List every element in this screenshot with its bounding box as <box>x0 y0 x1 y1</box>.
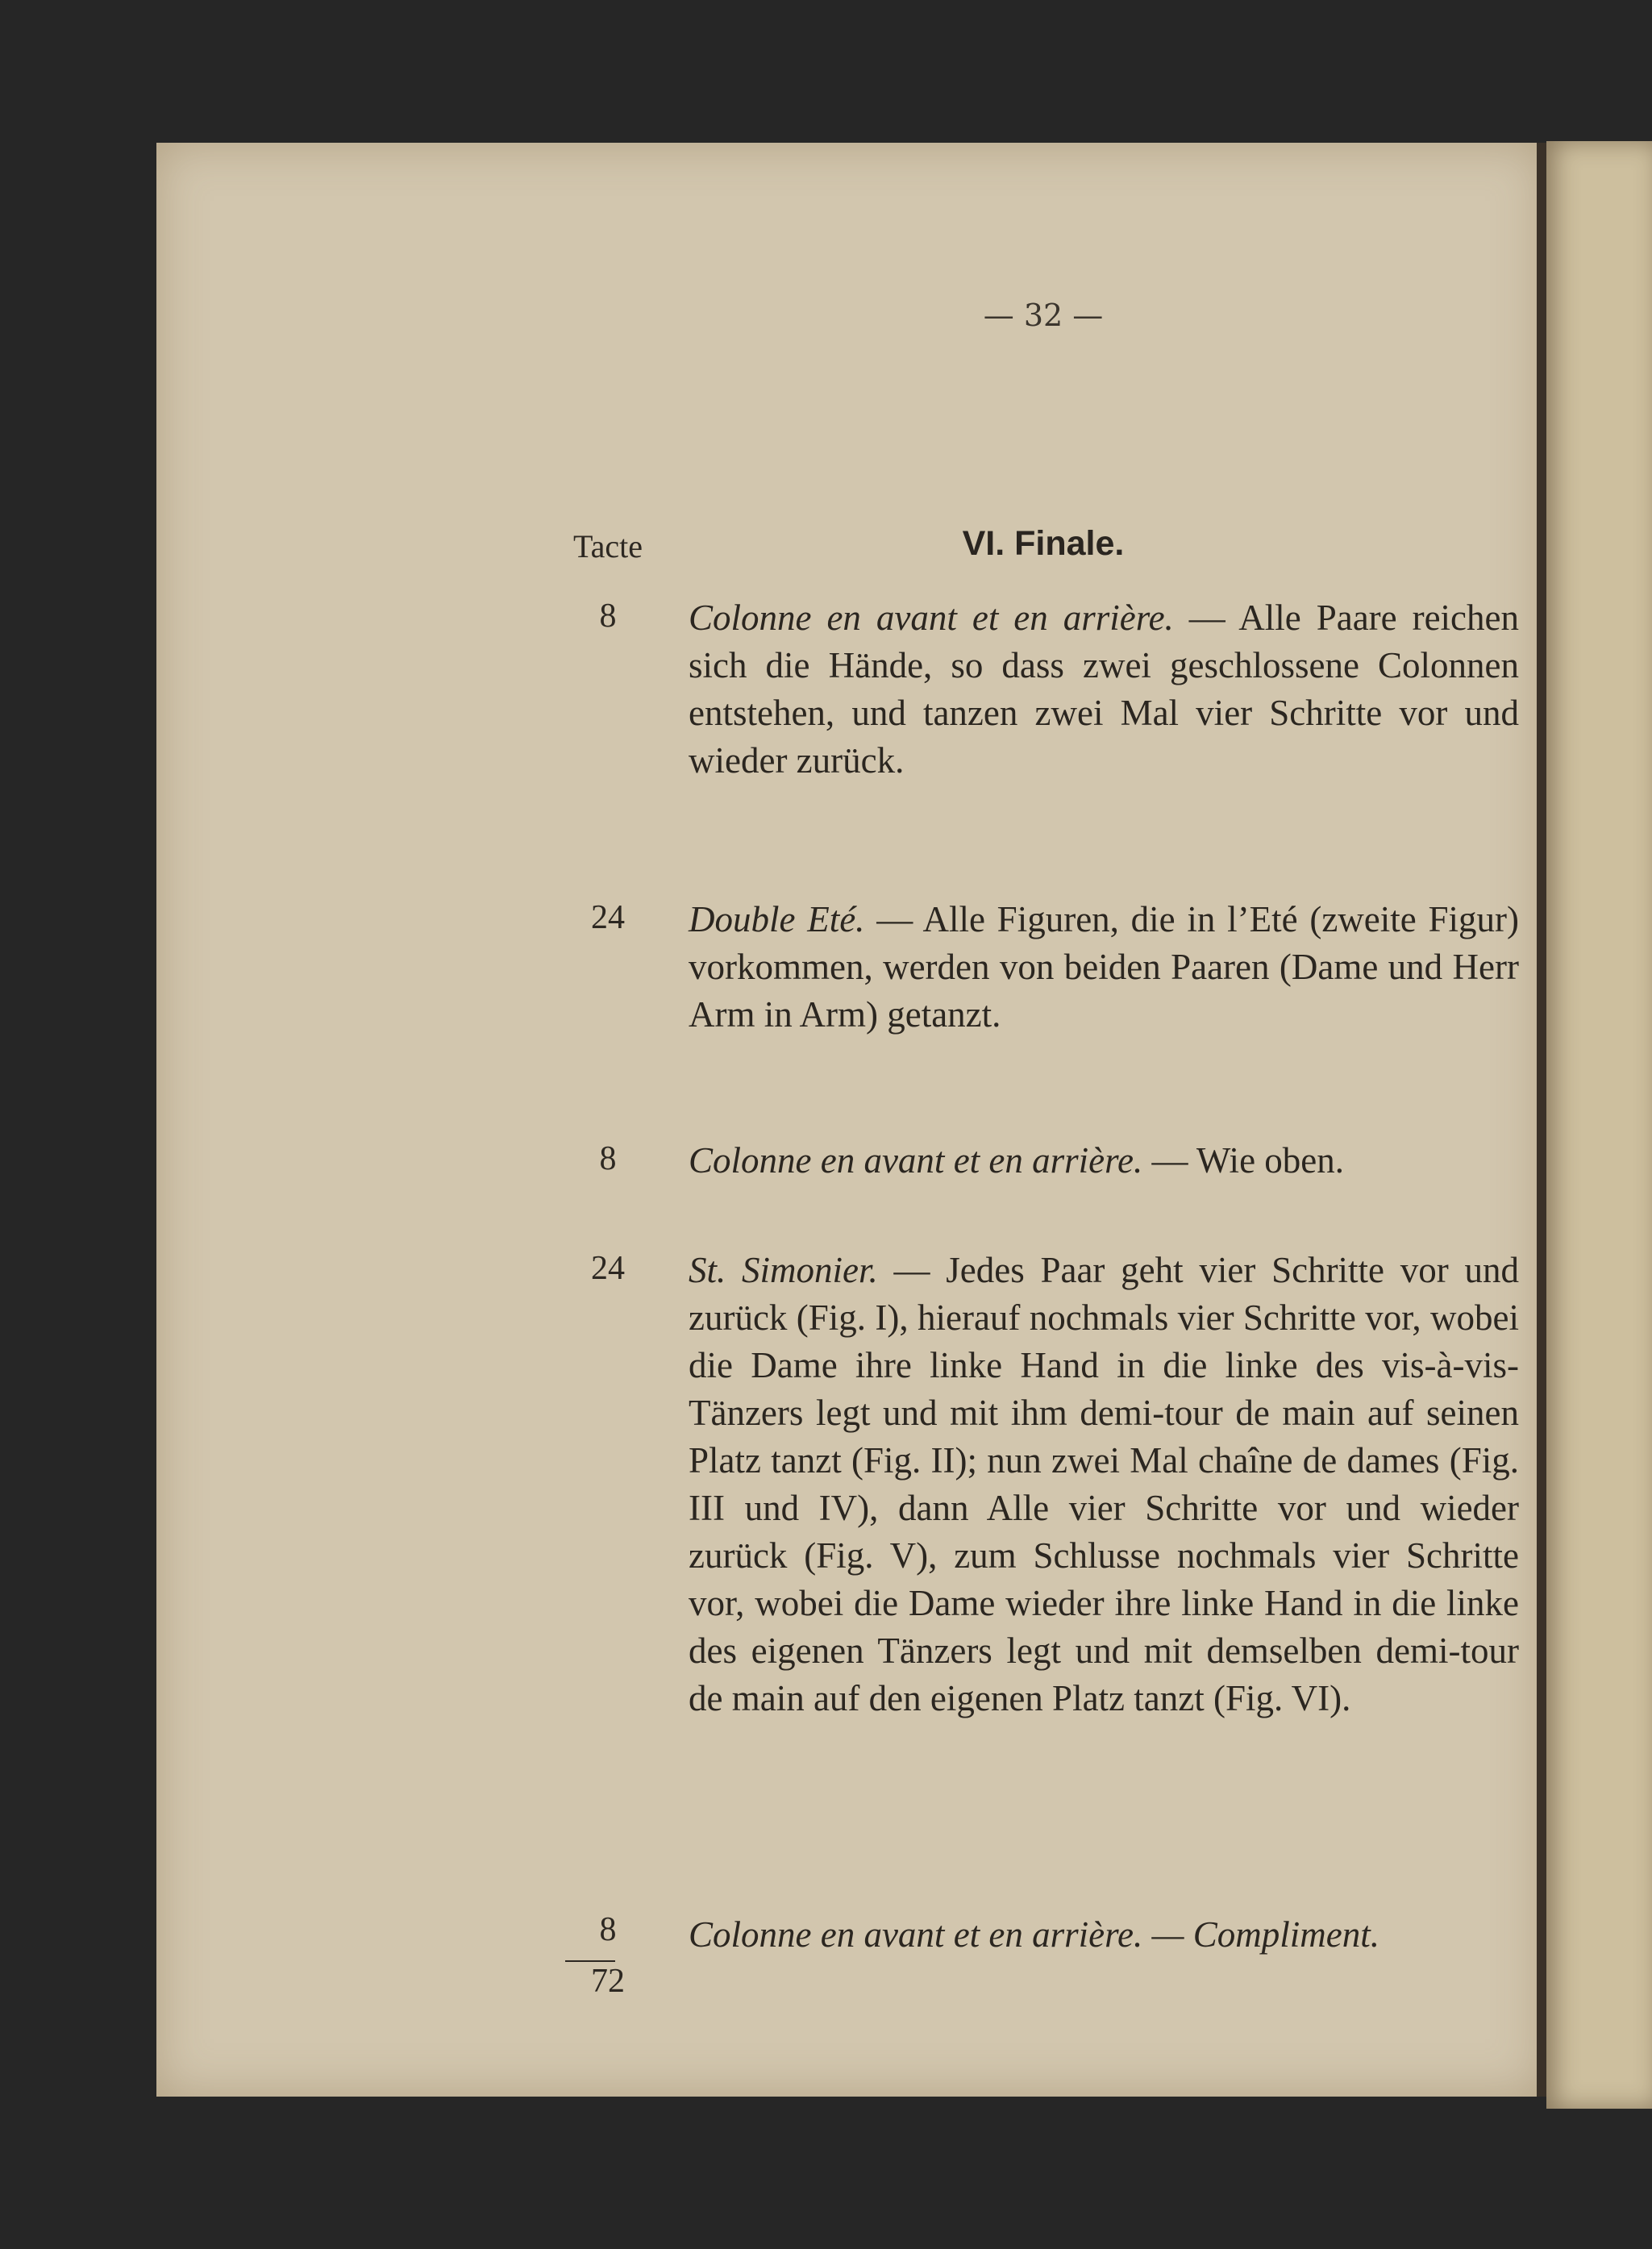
entry-paragraph <box>689 1911 1519 1959</box>
entry-title: Colonne en avant et en arrière. — Compliment. <box>689 1914 1379 1955</box>
entry-paragraph <box>689 594 1519 785</box>
entry-tacte: 24 <box>591 1250 625 1287</box>
book-page <box>156 143 1543 2097</box>
entry-tacte: 8 <box>599 598 617 635</box>
entry-text: — Jedes Paar geht vier Schritte vor und zurück (Fig. I), hierauf nochmals vier Schritte vor, wobei die Dame ihre linke Hand in die linke des vis-à-vis-Tänzers legt und mit ihm demi-tour de main auf seinen Platz tanzt (Fig. II); nun zwei Mal chaîne de dames (Fig. III und IV), dann Alle vier Schritte vor und wieder zurück (Fig. V), zum Schlusse nochmals vier Schritte vor, wobei die Dame wieder ihre linke Hand in die linke des eigenen Tänzers legt und mit demselben demi-tour de main auf den eigenen Platz tanzt (Fig. VI). <box>689 1250 1519 1718</box>
total-tacte: 72 <box>591 1963 625 2000</box>
entry-paragraph <box>689 896 1519 1039</box>
section-title: VI. Finale. <box>962 524 1125 563</box>
entry-title: St. Simonier. <box>689 1250 878 1290</box>
entry-text: — Alle Figuren, die in l’Eté (zweite Figur) vorkommen, werden von beiden Paaren (Dame und Herr Arm in Arm) getanzt. <box>689 899 1519 1035</box>
entry-tacte: 8 <box>599 1140 617 1177</box>
tacte-column-header: Tacte <box>572 528 643 564</box>
entry-text: — Wie oben. <box>1151 1140 1345 1181</box>
entry-tacte: 8 <box>599 1911 617 1948</box>
entry-paragraph <box>689 1137 1519 1185</box>
entry-tacte: 24 <box>591 899 625 936</box>
entry-title: Colonne en avant et en arrière. <box>689 1140 1143 1181</box>
page-number: — 32 — <box>983 298 1104 333</box>
adjacent-page-edge <box>1546 141 1652 2109</box>
entry-paragraph <box>689 1247 1519 1722</box>
book-spine <box>1537 143 1546 2097</box>
entry-title: Double Eté. <box>689 899 865 939</box>
entry-text: — Alle Paare reichen sich die Hände, so dass zwei geschlossene Colonnen entstehen, und tanzen zwei Mal vier Schritte vor und wieder zurück. <box>689 598 1519 781</box>
entry-title: Colonne en avant et en arrière. <box>689 598 1174 638</box>
